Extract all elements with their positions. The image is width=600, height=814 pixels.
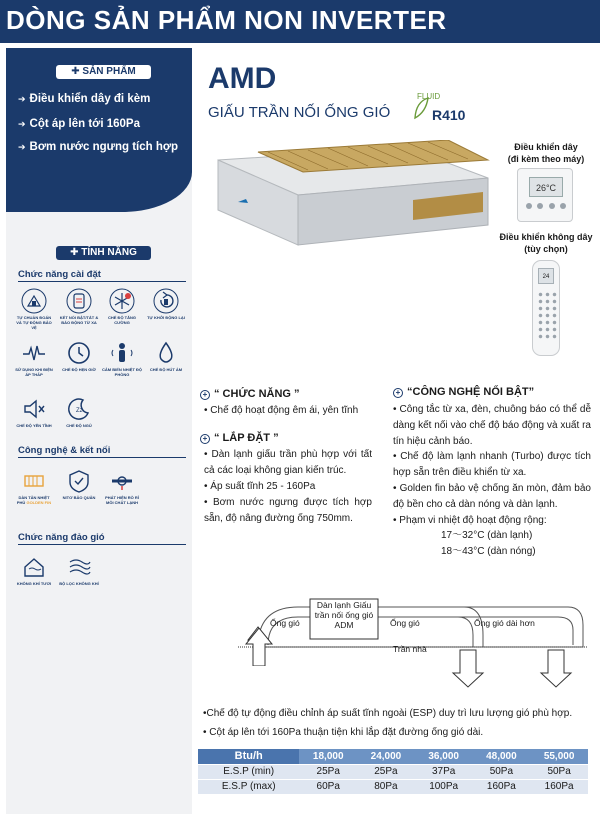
air-filter-icon: BỘ LỌC KHÔNG KHÍ xyxy=(59,554,99,586)
table-cell: E.S.P (max) xyxy=(198,779,299,794)
arrow-icon: ➔ xyxy=(18,94,26,104)
functions-title: + “ CHỨC NĂNG ” xyxy=(200,388,300,400)
table-cell: 25Pa xyxy=(357,764,415,779)
section-title: Chức năng cài đặt xyxy=(18,269,101,280)
diagram-duct-long: Ống gió dài hơn xyxy=(474,618,535,628)
quiet-mode-icon: CHẾ ĐỘ YÊN TĨNH xyxy=(14,396,54,428)
remote-buttons xyxy=(537,291,557,341)
remote-control-image xyxy=(532,260,560,356)
plus-circle-icon: + xyxy=(200,390,210,400)
table-header-cell: 18,000 xyxy=(299,749,357,764)
diagram-duct-left: Ống gió xyxy=(270,618,300,628)
diagram-duct-mid: Ống gió xyxy=(390,618,420,628)
table-header-cell: 24,000 xyxy=(357,749,415,764)
technology-list: • Công tắc từ xa, đèn, chuông báo có thể dễ dàng kết nối vào chế độ báo động và xuất ra tín hiệu cảnh báo. • Chế độ làm lạnh nhanh (Turbo) được tích hợp sẵn trên điều khiển từ xa. • Golden fin bảo vệ chống ăn mòn, đảm bảo độ bền cho cả dàn nóng và dàn lạnh. • Phạm vi nhiệt độ hoạt động rộng: 17～32°C (dàn lạnh) 18～43°C (dàn nóng) xyxy=(393,404,592,558)
note-pressure: • Cột áp lên tới 160Pa thuận tiện khi lắp đặt đường ống gió dài. xyxy=(203,727,484,738)
nitrogen-icon: NITƠ BẢO QUẢN xyxy=(59,468,99,500)
table-cell: 25Pa xyxy=(299,764,357,779)
controller-buttons xyxy=(526,203,566,209)
table-header-cell: Btu/h xyxy=(198,749,299,764)
plus-circle-icon: + xyxy=(393,388,403,398)
table-row xyxy=(198,779,588,794)
features-pill: ✚ TÍNH NĂNG xyxy=(56,246,151,260)
wired-control-label: Điều khiển dây (đi kèm theo máy) xyxy=(507,142,585,164)
wireless-control-label: Điều khiển không dây (tùy chọn) xyxy=(499,232,593,254)
product-pill: ✚ SẢN PHẨM xyxy=(56,65,151,79)
room-sensor-icon: CẢM BIẾN NHIỆT ĐỘ PHÒNG xyxy=(102,340,142,377)
table-cell: 50Pa xyxy=(473,764,531,779)
svg-text:Zz: Zz xyxy=(76,408,83,414)
arrow-icon: ➔ xyxy=(18,142,26,152)
air-inlet-arrow-icon xyxy=(244,628,274,666)
product-subtitle: GIẤU TRẦN NỐI ỐNG GIÓ xyxy=(208,104,391,121)
dry-mode-icon: CHẾ ĐỘ HÚT ẨM xyxy=(146,340,186,372)
auto-restart-icon: TỰ KHỞI ĐỘNG LẠI xyxy=(146,288,186,320)
installation-list: • Dàn lạnh giấu trần phù hợp với tất cả các loại không gian kiến trúc. • Áp suất tĩnh 25 - 160Pa • Bơm nước ngưng được tích hợp sẵn, độ nâng đường ống 750mm. xyxy=(204,449,372,524)
fresh-air-icon: KHÔNG KHÍ TƯƠI xyxy=(14,554,54,586)
sleep-mode-icon: Zz CHẾ ĐỘ NGỦ xyxy=(59,396,99,428)
table-cell: E.S.P (min) xyxy=(198,764,299,779)
functions-list: • Chế độ hoạt động êm ái, yên tĩnh xyxy=(204,405,359,416)
product-feature: ➔ Cột áp lên tới 160Pa xyxy=(18,118,140,130)
table-header-cell: 36,000 xyxy=(415,749,473,764)
controller-screen: 26°C xyxy=(529,177,563,197)
arrow-icon: ➔ xyxy=(18,119,26,129)
fluid-code: R410 xyxy=(432,107,466,123)
leak-detect-icon: PHÁT HIỆN RÒ RỈ MÔI CHẤT LẠNH xyxy=(102,468,142,505)
plus-circle-icon: + xyxy=(200,434,210,444)
divider xyxy=(18,544,186,545)
diagram-unit-label: Dàn lạnh Giấu trần nối ống gió ADM xyxy=(314,600,374,630)
remote-screen: 24 xyxy=(538,268,554,284)
table-header-cell: 48,000 xyxy=(473,749,531,764)
divider xyxy=(18,457,186,458)
low-voltage-icon: SỬ DỤNG KHI ĐIỆN ÁP THẤP xyxy=(14,340,54,377)
table-cell: 100Pa xyxy=(415,779,473,794)
product-feature: ➔ Bơm nước ngưng tích hợp xyxy=(18,141,179,153)
table-header-cell: 55,000 xyxy=(530,749,588,764)
self-diagnosis-icon: TỰ CHUẨN ĐOÁN VÀ TỰ ĐỘNG BẢO VỆ xyxy=(14,288,54,330)
golden-fin-icon: DÀN TẢN NHIỆT PHỦ GOLDEN FIN xyxy=(14,468,54,505)
note-esp: •Chế độ tự động điều chỉnh áp suất tĩnh ngoài (ESP) duy trì lưu lượng gió phù hợp. xyxy=(203,708,573,719)
spec-table xyxy=(198,749,588,795)
timer-mode-icon: CHẾ ĐỘ HẸN GIỜ xyxy=(59,340,99,372)
table-cell: 80Pa xyxy=(357,779,415,794)
indoor-unit-image xyxy=(198,140,498,260)
section-title: Chức năng đảo gió xyxy=(18,532,105,543)
remote-alarm-icon: KẾT NỐI BẬT/TẮT & BÁO ĐỘNG TỪ XA xyxy=(59,288,99,325)
installation-title: + “ LẮP ĐẶT ” xyxy=(200,432,279,444)
technology-title: + “CÔNG NGHỆ NỔI BẬT” xyxy=(393,386,534,398)
product-feature: ➔ Điều khiển dây đi kèm xyxy=(18,93,151,105)
table-cell: 50Pa xyxy=(530,764,588,779)
table-cell: 60Pa xyxy=(299,779,357,794)
table-row xyxy=(198,764,588,779)
fluid-label: FLUID xyxy=(417,92,441,101)
section-title: Công nghệ & kết nối xyxy=(18,445,111,456)
sidebar xyxy=(6,48,192,814)
page-title: DÒNG SẢN PHẨM NON INVERTER xyxy=(6,5,447,35)
product-model: AMD xyxy=(208,62,277,95)
table-cell: 160Pa xyxy=(530,779,588,794)
table-header-row xyxy=(198,749,588,764)
table-cell: 160Pa xyxy=(473,779,531,794)
table-cell: 37Pa xyxy=(415,764,473,779)
diagram-ceiling: Trần nhà xyxy=(393,644,427,654)
wired-controller-image xyxy=(517,168,573,222)
turbo-mode-icon: CHẾ ĐỘ TĂNG CƯỜNG xyxy=(102,288,142,325)
page-header xyxy=(0,0,600,43)
divider xyxy=(18,281,186,282)
